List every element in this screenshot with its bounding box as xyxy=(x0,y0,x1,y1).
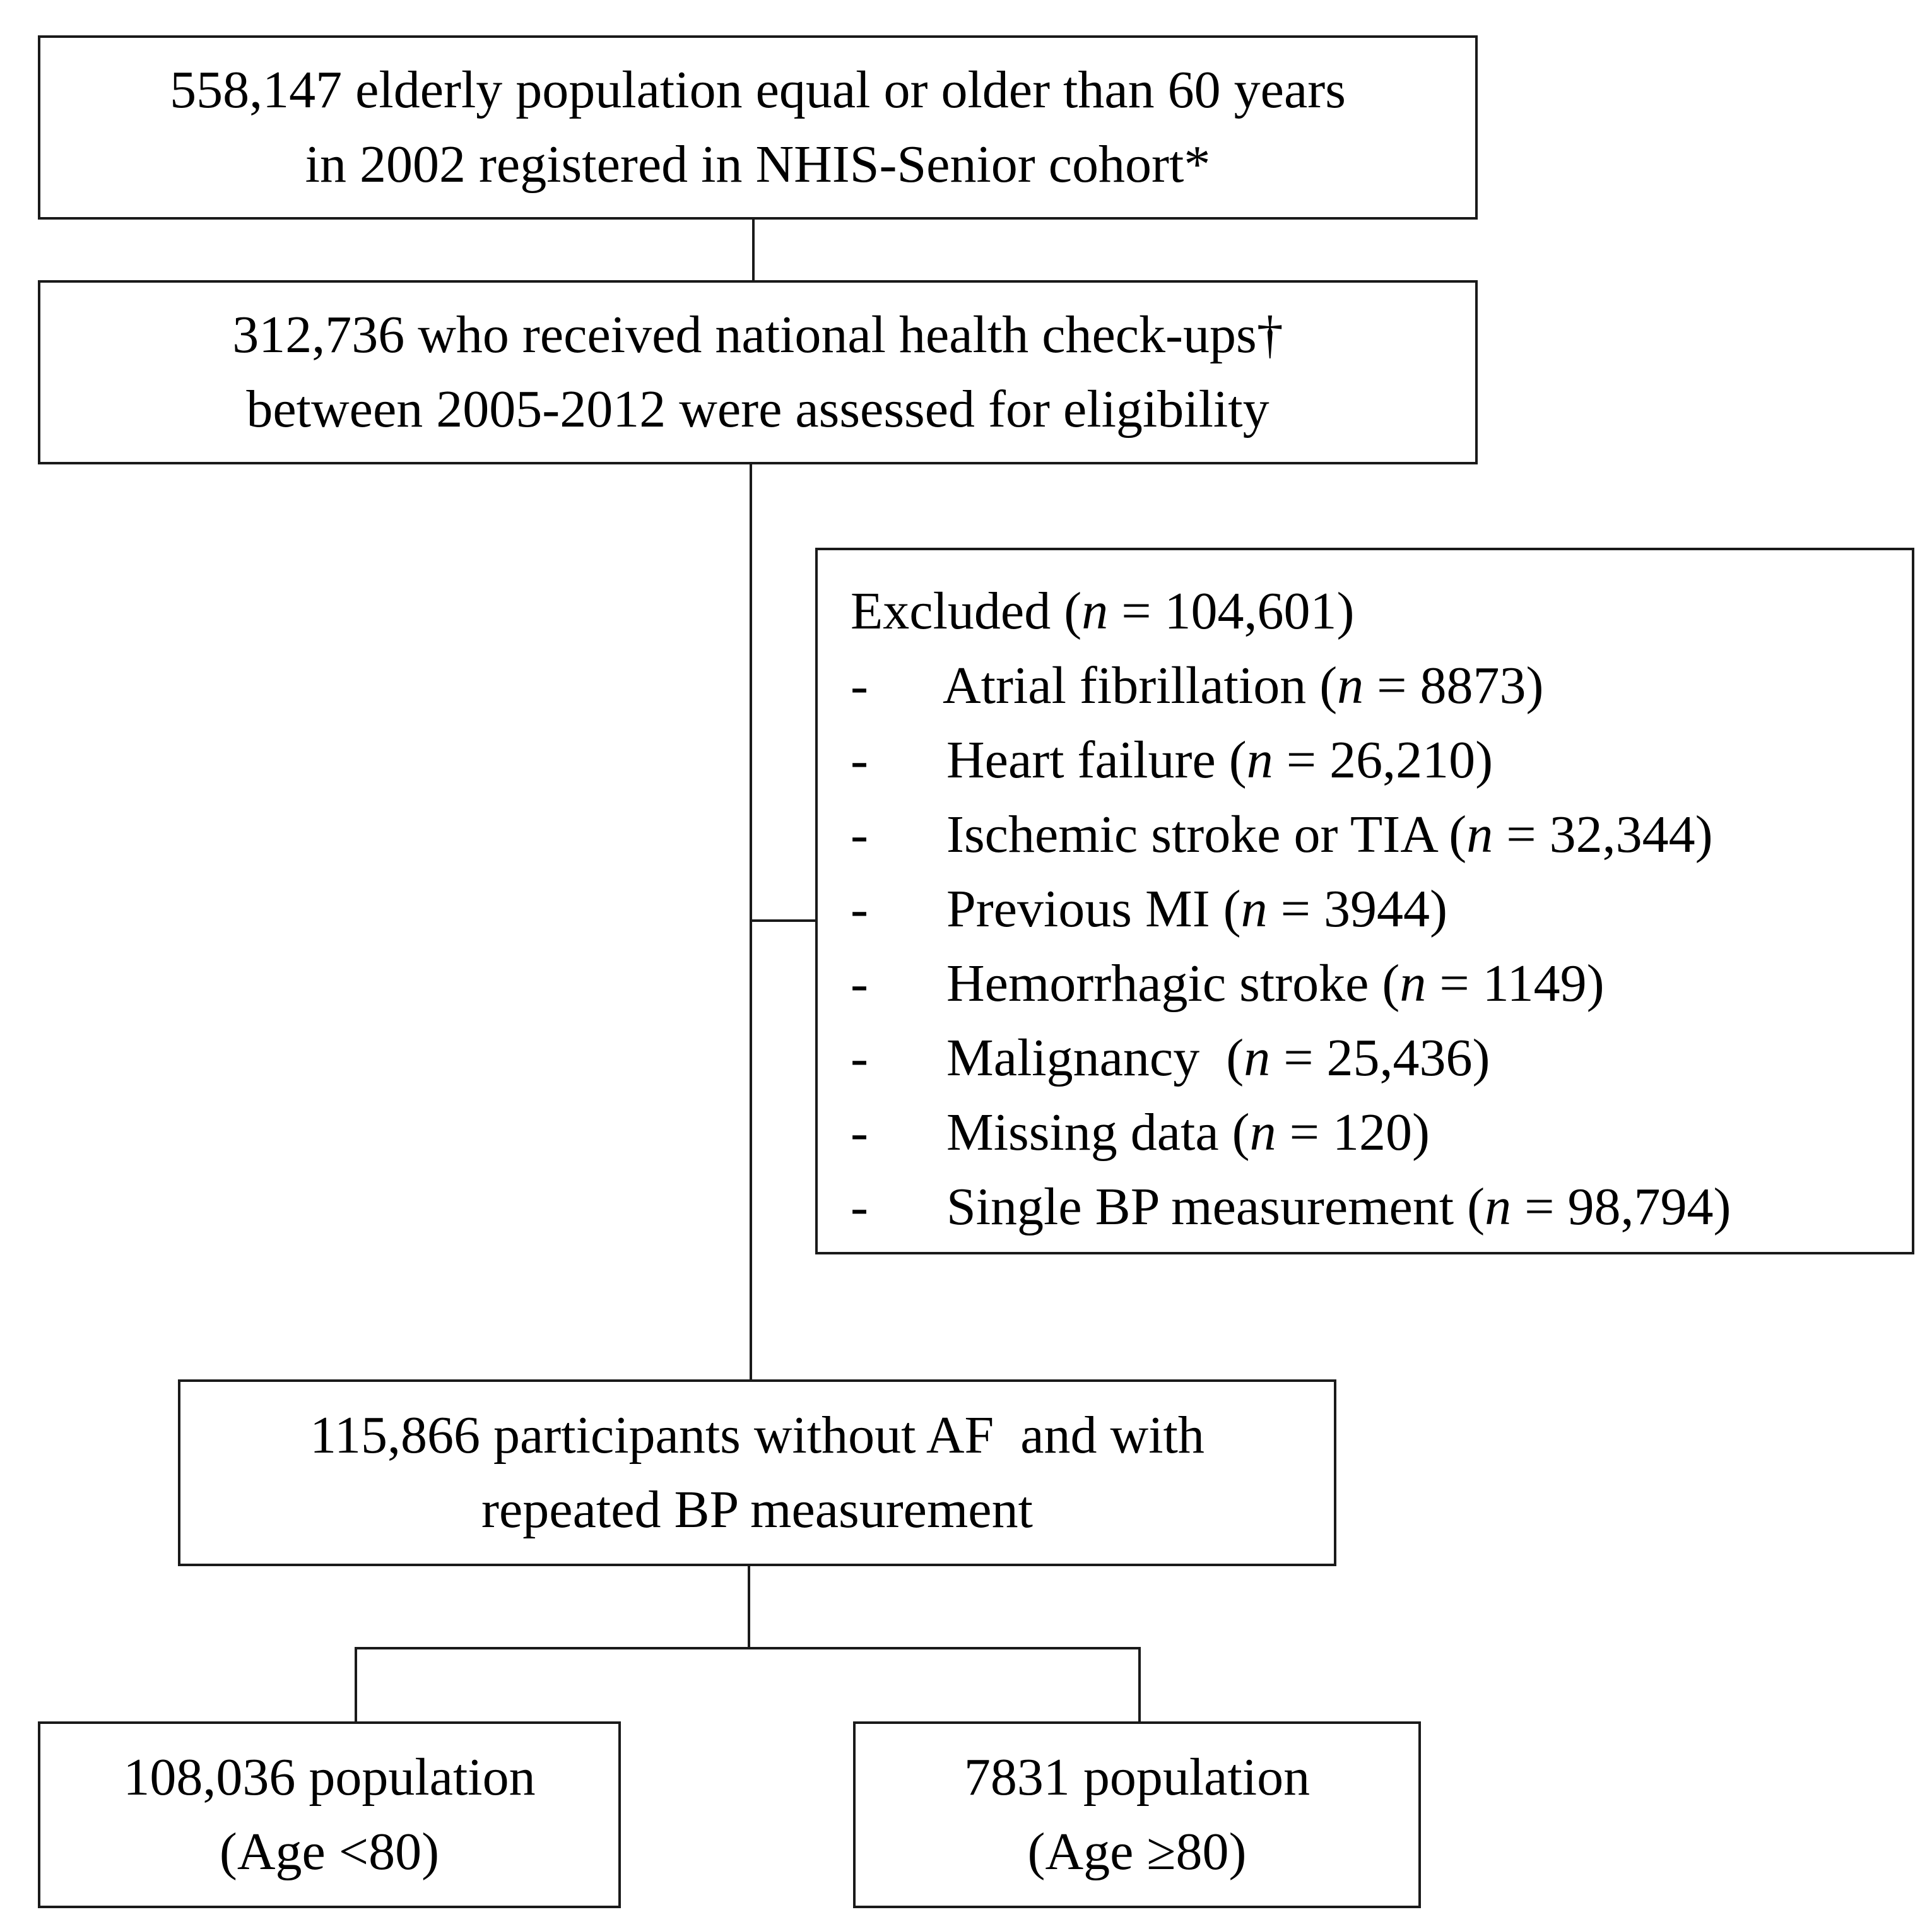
excluded-item-text xyxy=(946,1170,1731,1244)
excluded-title-prefix: Excluded ( xyxy=(851,582,1082,640)
excluded-item-value: = 3944) xyxy=(1267,880,1447,938)
bullet-dash: - xyxy=(851,656,868,715)
box-age-80-plus xyxy=(853,1721,1421,1908)
box2-line-1: 312,736 who received national health check-ups† xyxy=(232,305,1283,364)
excluded-title-n: n xyxy=(1081,582,1109,640)
bullet-dash: - xyxy=(851,805,868,864)
excluded-item-text xyxy=(946,1095,1430,1170)
box4-line-1: 108,036 population xyxy=(123,1748,536,1807)
excluded-item-text xyxy=(946,723,1493,798)
box-health-checkups xyxy=(38,280,1478,464)
excluded-item-value: = 1149) xyxy=(1426,954,1605,1013)
excluded-item-label: Missing data ( xyxy=(946,1103,1250,1162)
excluded-title-total: = 104,601) xyxy=(1108,582,1355,640)
connector-split-horizontal xyxy=(355,1647,1141,1649)
connector-split-right xyxy=(1138,1647,1141,1724)
connector-box3-split xyxy=(748,1564,750,1649)
excluded-item-label: Malignancy ( xyxy=(946,1029,1244,1087)
excluded-item-value: = 120) xyxy=(1276,1103,1430,1162)
bullet-dash: - xyxy=(851,1103,868,1162)
excluded-item-text xyxy=(946,947,1605,1021)
excluded-item-label: Atrial fibrillation ( xyxy=(943,656,1338,715)
excluded-item-n: n xyxy=(1485,1177,1512,1236)
excluded-item-label: Heart failure ( xyxy=(946,731,1247,789)
box3-line-1: 115,866 participants without AF and with xyxy=(310,1406,1205,1465)
excluded-item-text xyxy=(946,798,1713,872)
box1-line-2: in 2002 registered in NHIS-Senior cohort* xyxy=(305,135,1211,194)
excluded-item-value: = 8873) xyxy=(1364,656,1544,715)
box5-line-1: 7831 population xyxy=(963,1748,1311,1807)
box4-line-2: (Age <80) xyxy=(219,1822,440,1881)
connector-box1-box2 xyxy=(752,217,755,281)
excluded-item-label: Ischemic stroke or TIA ( xyxy=(946,805,1467,864)
excluded-item-value: = 25,436) xyxy=(1270,1029,1490,1087)
connector-box2-box3 xyxy=(750,462,752,1383)
excluded-item-value: = 32,344) xyxy=(1493,805,1713,864)
box5-line-2: (Age ≥80) xyxy=(1027,1822,1247,1881)
excluded-item-label: Previous MI ( xyxy=(946,880,1241,938)
excluded-item-label: Hemorrhagic stroke ( xyxy=(946,954,1400,1013)
excluded-item-n: n xyxy=(1399,954,1427,1013)
excluded-item-label: Single BP measurement ( xyxy=(946,1177,1485,1236)
box-age-under-80 xyxy=(38,1721,621,1908)
excluded-item-n: n xyxy=(1240,880,1268,938)
bullet-dash: - xyxy=(851,1177,868,1236)
excluded-item-n: n xyxy=(1337,656,1364,715)
bullet-dash: - xyxy=(851,1029,868,1087)
excluded-item-n: n xyxy=(1466,805,1493,864)
excluded-item-value: = 26,210) xyxy=(1273,731,1493,789)
bullet-dash: - xyxy=(851,880,868,938)
box1-line-1: 558,147 elderly population equal or older than 60 years xyxy=(170,61,1346,119)
excluded-item-n: n xyxy=(1246,731,1273,789)
box3-line-2: repeated BP measurement xyxy=(481,1480,1033,1539)
excluded-item-text xyxy=(946,872,1447,947)
excluded-item-n: n xyxy=(1244,1029,1271,1087)
connector-split-left xyxy=(355,1647,357,1724)
excluded-item-n: n xyxy=(1249,1103,1276,1162)
bullet-dash: - xyxy=(851,731,868,789)
connector-to-excluded xyxy=(750,919,820,922)
box-elderly-population xyxy=(38,35,1478,220)
excluded-item-text xyxy=(946,1021,1490,1095)
excluded-item-value: = 98,794) xyxy=(1511,1177,1731,1236)
box-participants xyxy=(178,1379,1336,1566)
excluded-title xyxy=(851,574,1355,649)
bullet-dash: - xyxy=(851,954,868,1013)
box2-line-2: between 2005-2012 were assessed for eligibility xyxy=(246,380,1269,439)
excluded-item-text xyxy=(943,649,1544,723)
